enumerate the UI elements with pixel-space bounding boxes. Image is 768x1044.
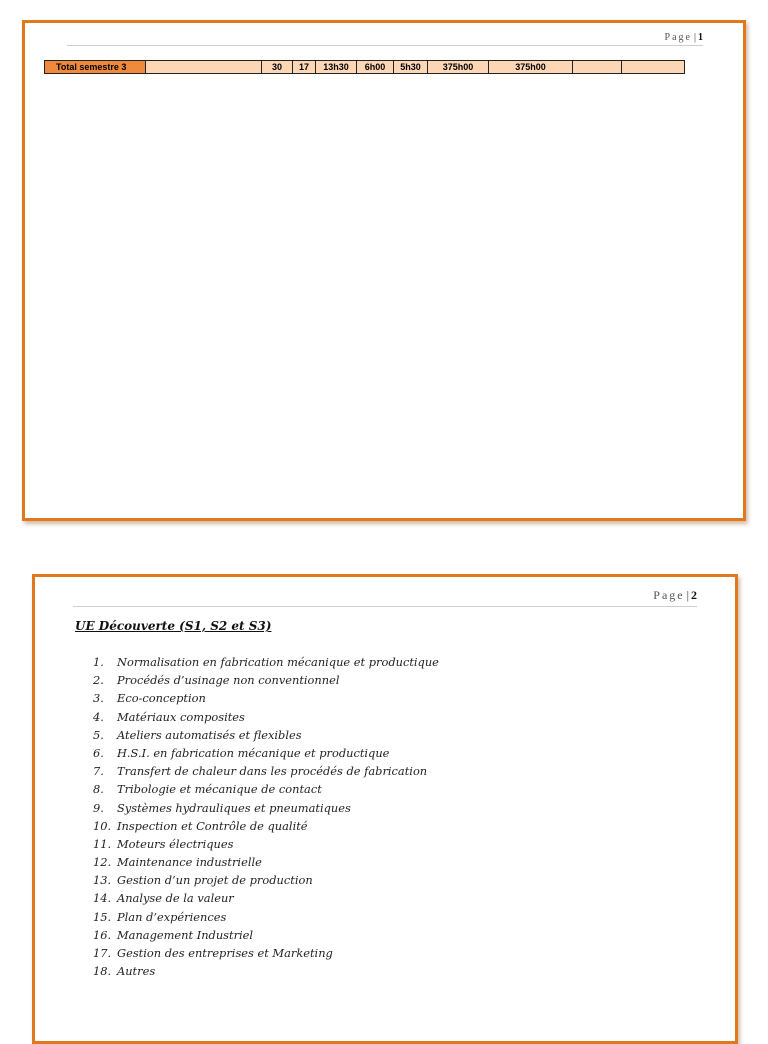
item-text: Maintenance industrielle	[117, 855, 262, 870]
header-rule	[73, 606, 697, 607]
list-item	[93, 762, 439, 780]
list-item	[93, 744, 439, 762]
list-item	[93, 908, 439, 926]
item-number: 5.	[93, 727, 104, 742]
page-number-value: 2	[691, 588, 697, 602]
list-item	[93, 780, 439, 798]
item-text: Autres	[117, 964, 156, 979]
page-number	[653, 588, 697, 603]
item-text: Plan d’expériences	[117, 909, 227, 924]
item-number: 1.	[93, 655, 104, 669]
section-title: UE Découverte (S1, S2 et S3)	[75, 619, 272, 633]
item-number: 3.	[93, 691, 104, 706]
item-text: Normalisation en fabrication mécanique et productique	[117, 655, 439, 669]
item-number: 8.	[93, 782, 104, 797]
item-text: Gestion des entreprises et Marketing	[117, 946, 333, 960]
page-separator: |	[686, 588, 689, 602]
item-number: 10.	[93, 818, 112, 833]
item-text: H.S.I. en fabrication mécanique et productique	[117, 745, 390, 760]
item-number: 16.	[93, 927, 112, 942]
list-item	[93, 799, 439, 817]
item-number: 4.	[93, 709, 104, 724]
item-number: 9.	[93, 800, 104, 815]
item-number: 15.	[93, 909, 112, 924]
list-item	[93, 708, 439, 726]
page-number	[665, 32, 703, 43]
page-number-value: 1	[698, 32, 703, 43]
list-item	[93, 853, 439, 871]
list-item	[93, 671, 439, 689]
item-text: Systèmes hydrauliques et pneumatiques	[117, 800, 351, 815]
totals-cell	[146, 61, 262, 74]
list-item	[93, 944, 439, 962]
totals-cell: 30	[262, 61, 293, 74]
totals-cell: 375h00	[428, 61, 489, 74]
totals-cell: 13h30	[316, 61, 357, 74]
list-item	[93, 689, 439, 707]
item-number: 18.	[93, 964, 112, 979]
totals-cell: 375h00	[489, 61, 573, 74]
item-text: Inspection et Contrôle de qualité	[117, 818, 308, 833]
totals-cell	[573, 61, 622, 74]
item-number: 7.	[93, 764, 104, 779]
item-text: Moteurs électriques	[117, 836, 234, 851]
item-text: Eco-conception	[117, 691, 206, 706]
item-number: 12.	[93, 855, 112, 870]
item-text: Gestion d’un projet de production	[117, 873, 313, 888]
item-text: Matériaux composites	[117, 709, 245, 724]
totals-cell: 17	[293, 61, 316, 74]
totals-cell	[622, 61, 685, 74]
item-number: 11.	[93, 836, 112, 851]
item-number: 17.	[93, 946, 112, 960]
totals-cell: 5h30	[394, 61, 428, 74]
item-number: 13.	[93, 873, 112, 888]
totals-label: Total semestre 3	[45, 61, 146, 74]
item-text: Analyse de la valeur	[117, 891, 234, 906]
page-separator: |	[693, 32, 696, 43]
item-number: 2.	[93, 673, 104, 688]
page-word: Page	[664, 32, 692, 43]
page-word: Page	[653, 588, 685, 602]
item-text: Management Industriel	[117, 927, 254, 942]
list-item	[93, 817, 439, 835]
list-item	[93, 835, 439, 853]
document-page-2	[32, 574, 738, 1044]
list-item	[93, 926, 439, 944]
totals-cell: 6h00	[357, 61, 394, 74]
item-number: 14.	[93, 891, 112, 906]
list-item	[93, 653, 439, 671]
item-text: Ateliers automatisés et flexibles	[117, 727, 302, 742]
list-item	[93, 889, 439, 907]
totals-row	[45, 61, 685, 74]
header-rule	[67, 45, 703, 46]
item-number: 6.	[93, 745, 104, 760]
totals-table	[44, 60, 685, 74]
list-item	[93, 871, 439, 889]
list-item	[93, 962, 439, 980]
list-item	[93, 726, 439, 744]
item-text: Transfert de chaleur dans les procédés de fabrication	[117, 764, 428, 779]
document-page-1	[22, 20, 746, 521]
course-list	[93, 653, 439, 980]
item-text: Tribologie et mécanique de contact	[117, 782, 322, 797]
item-text: Procédés d’usinage non conventionnel	[117, 673, 340, 688]
